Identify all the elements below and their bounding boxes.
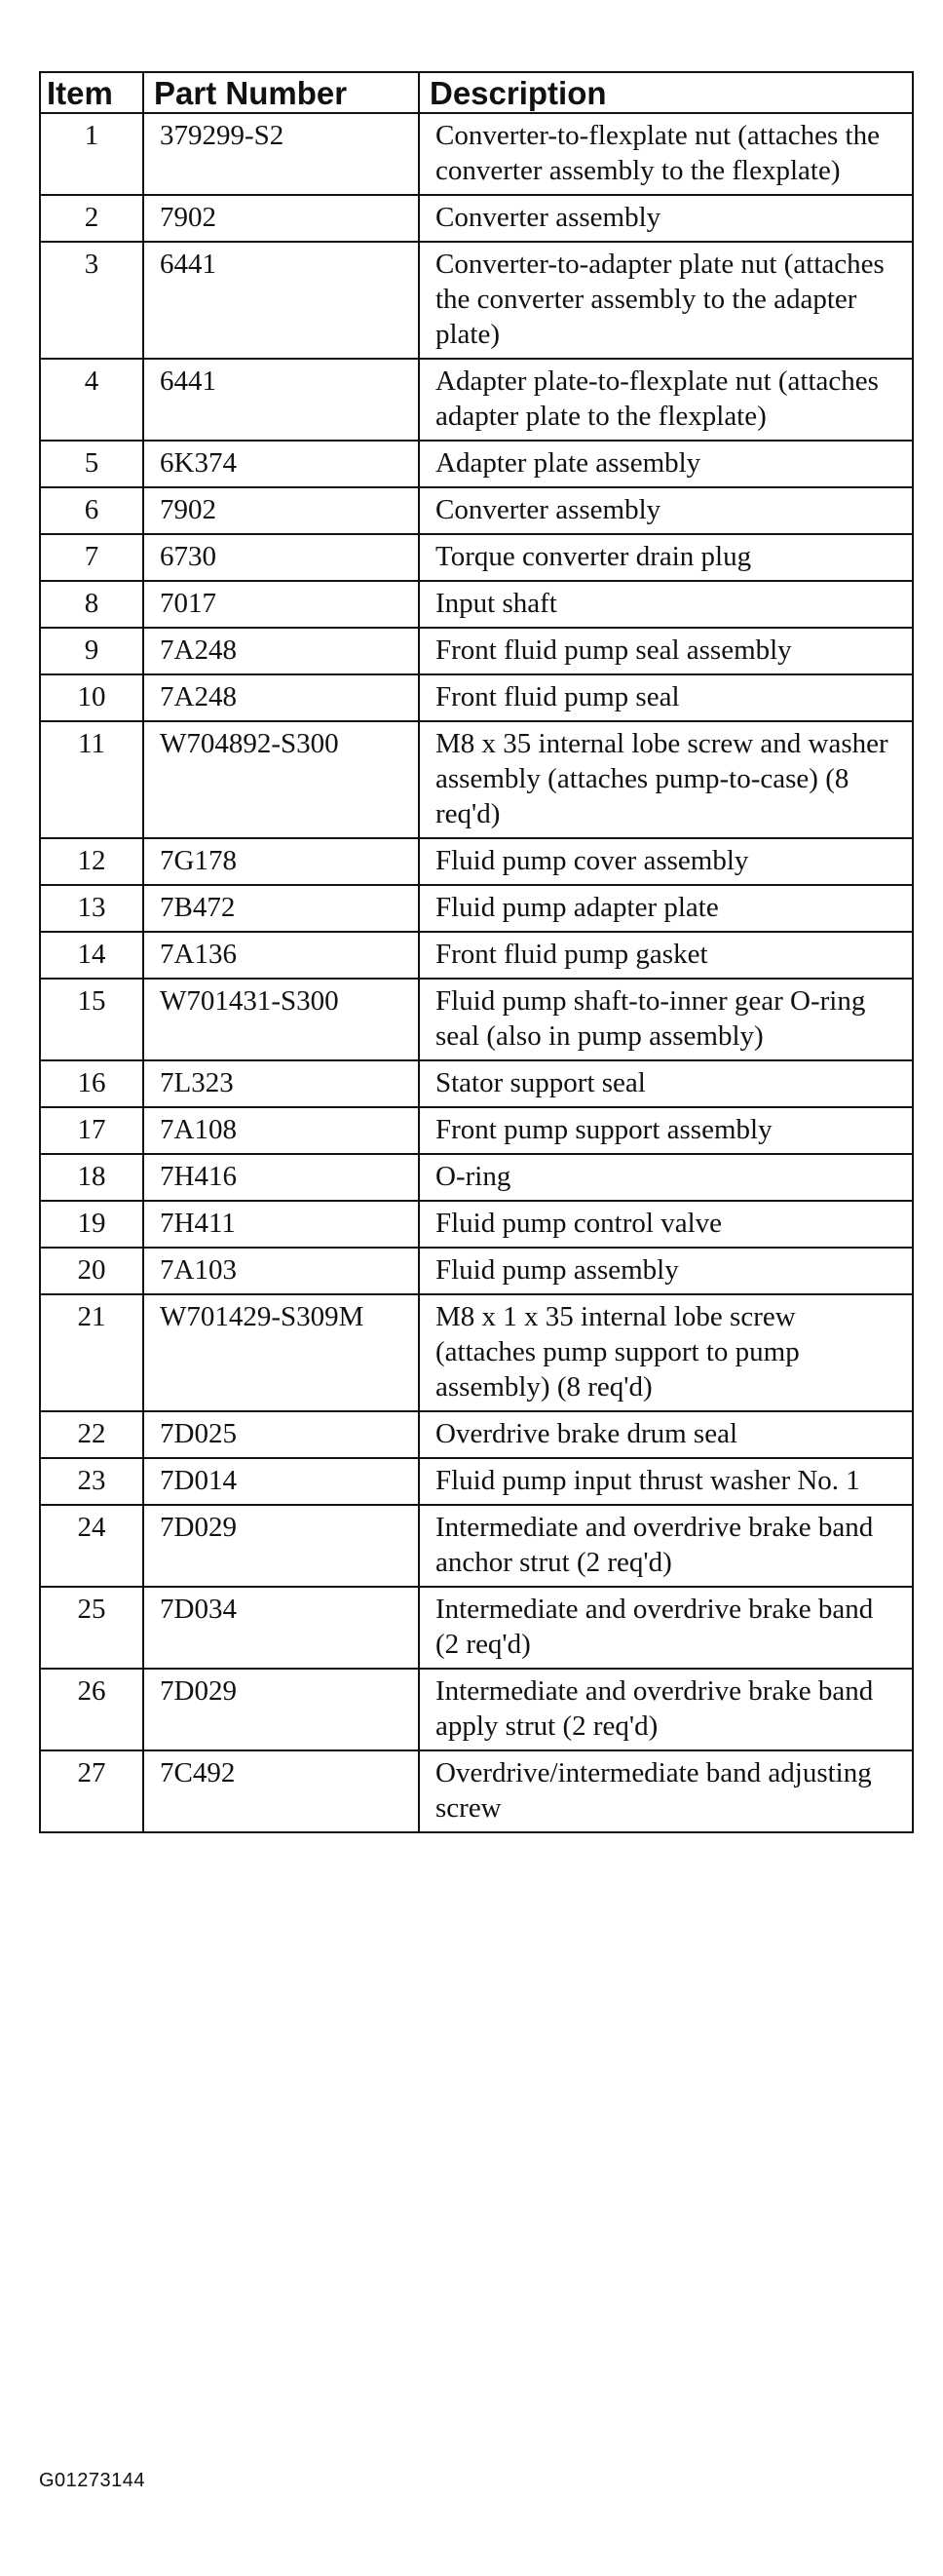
description-cell: Fluid pump input thrust washer No. 1 — [419, 1458, 913, 1505]
table-row — [40, 1669, 913, 1750]
part-number-cell: W701429-S309M — [143, 1294, 419, 1411]
part-number-cell: 7A248 — [143, 628, 419, 674]
item-number-cell: 4 — [40, 359, 143, 441]
description-cell: Converter assembly — [419, 195, 913, 242]
part-number-cell: 7A108 — [143, 1107, 419, 1154]
header-part-number: Part Number — [143, 72, 419, 113]
part-number-cell: 7A136 — [143, 932, 419, 979]
item-number-cell: 26 — [40, 1669, 143, 1750]
part-number-cell: 7C492 — [143, 1750, 419, 1832]
table-row — [40, 1154, 913, 1201]
description-cell: Torque converter drain plug — [419, 534, 913, 581]
part-number-cell: 7H411 — [143, 1201, 419, 1248]
item-number-cell: 13 — [40, 885, 143, 932]
table-row — [40, 1587, 913, 1669]
description-cell: Converter-to-flexplate nut (attaches the converter assembly to the flexplate) — [419, 113, 913, 195]
parts-table — [39, 71, 914, 1833]
item-number-cell: 11 — [40, 721, 143, 838]
item-number-cell: 20 — [40, 1248, 143, 1294]
description-cell: Front fluid pump gasket — [419, 932, 913, 979]
description-cell: Fluid pump assembly — [419, 1248, 913, 1294]
part-number-cell: 7017 — [143, 581, 419, 628]
item-number-cell: 21 — [40, 1294, 143, 1411]
description-cell: Intermediate and overdrive brake band anchor strut (2 req'd) — [419, 1505, 913, 1587]
part-number-cell: 6730 — [143, 534, 419, 581]
item-number-cell: 12 — [40, 838, 143, 885]
table-row — [40, 1201, 913, 1248]
part-number-cell: 7902 — [143, 195, 419, 242]
part-number-cell: W701431-S300 — [143, 979, 419, 1060]
table-row — [40, 487, 913, 534]
table-row — [40, 534, 913, 581]
table-row — [40, 721, 913, 838]
item-number-cell: 15 — [40, 979, 143, 1060]
item-number-cell: 25 — [40, 1587, 143, 1669]
description-cell: Stator support seal — [419, 1060, 913, 1107]
item-number-cell: 5 — [40, 441, 143, 487]
part-number-cell: 7G178 — [143, 838, 419, 885]
item-number-cell: 19 — [40, 1201, 143, 1248]
table-row — [40, 1505, 913, 1587]
description-cell: M8 x 1 x 35 internal lobe screw (attaches pump support to pump assembly) (8 req'd) — [419, 1294, 913, 1411]
table-row — [40, 932, 913, 979]
description-cell: Input shaft — [419, 581, 913, 628]
part-number-cell: W704892-S300 — [143, 721, 419, 838]
part-number-cell: 6K374 — [143, 441, 419, 487]
part-number-cell: 379299-S2 — [143, 113, 419, 195]
table-row — [40, 195, 913, 242]
description-cell: Fluid pump adapter plate — [419, 885, 913, 932]
item-number-cell: 9 — [40, 628, 143, 674]
table-row — [40, 1458, 913, 1505]
table-header-row — [40, 72, 913, 113]
item-number-cell: 16 — [40, 1060, 143, 1107]
table-row — [40, 1294, 913, 1411]
item-number-cell: 6 — [40, 487, 143, 534]
description-cell: Front fluid pump seal assembly — [419, 628, 913, 674]
description-cell: Intermediate and overdrive brake band apply strut (2 req'd) — [419, 1669, 913, 1750]
item-number-cell: 23 — [40, 1458, 143, 1505]
item-number-cell: 7 — [40, 534, 143, 581]
description-cell: Front fluid pump seal — [419, 674, 913, 721]
table-row — [40, 441, 913, 487]
description-cell: Overdrive brake drum seal — [419, 1411, 913, 1458]
item-number-cell: 1 — [40, 113, 143, 195]
header-description: Description — [419, 72, 913, 113]
description-cell: Fluid pump shaft-to-inner gear O-ring seal (also in pump assembly) — [419, 979, 913, 1060]
description-cell: Fluid pump control valve — [419, 1201, 913, 1248]
table-row — [40, 113, 913, 195]
table-row — [40, 628, 913, 674]
table-row — [40, 838, 913, 885]
part-number-cell: 6441 — [143, 359, 419, 441]
table-row — [40, 1750, 913, 1832]
part-number-cell: 6441 — [143, 242, 419, 359]
item-number-cell: 14 — [40, 932, 143, 979]
description-cell: Converter assembly — [419, 487, 913, 534]
item-number-cell: 17 — [40, 1107, 143, 1154]
part-number-cell: 7D029 — [143, 1669, 419, 1750]
table-row — [40, 979, 913, 1060]
part-number-cell: 7D025 — [143, 1411, 419, 1458]
description-cell: Fluid pump cover assembly — [419, 838, 913, 885]
item-number-cell: 18 — [40, 1154, 143, 1201]
description-cell: Overdrive/intermediate band adjusting screw — [419, 1750, 913, 1832]
table-row — [40, 674, 913, 721]
part-number-cell: 7H416 — [143, 1154, 419, 1201]
description-cell: M8 x 35 internal lobe screw and washer assembly (attaches pump-to-case) (8 req'd) — [419, 721, 913, 838]
table-row — [40, 359, 913, 441]
description-cell: Converter-to-adapter plate nut (attaches the converter assembly to the adapter plate) — [419, 242, 913, 359]
part-number-cell: 7L323 — [143, 1060, 419, 1107]
figure-code: G01273144 — [39, 2470, 146, 2491]
description-cell: Front pump support assembly — [419, 1107, 913, 1154]
table-row — [40, 242, 913, 359]
item-number-cell: 22 — [40, 1411, 143, 1458]
table-row — [40, 1248, 913, 1294]
part-number-cell: 7B472 — [143, 885, 419, 932]
part-number-cell: 7D029 — [143, 1505, 419, 1587]
part-number-cell: 7902 — [143, 487, 419, 534]
table-row — [40, 885, 913, 932]
parts-table-body — [40, 113, 913, 1832]
item-number-cell: 10 — [40, 674, 143, 721]
description-cell: Adapter plate assembly — [419, 441, 913, 487]
item-number-cell: 2 — [40, 195, 143, 242]
table-row — [40, 1060, 913, 1107]
table-row — [40, 1411, 913, 1458]
part-number-cell: 7D034 — [143, 1587, 419, 1669]
table-row — [40, 581, 913, 628]
item-number-cell: 27 — [40, 1750, 143, 1832]
description-cell: Intermediate and overdrive brake band (2 req'd) — [419, 1587, 913, 1669]
item-number-cell: 8 — [40, 581, 143, 628]
item-number-cell: 3 — [40, 242, 143, 359]
part-number-cell: 7A248 — [143, 674, 419, 721]
part-number-cell: 7A103 — [143, 1248, 419, 1294]
description-cell: Adapter plate-to-flexplate nut (attaches adapter plate to the flexplate) — [419, 359, 913, 441]
item-number-cell: 24 — [40, 1505, 143, 1587]
table-row — [40, 1107, 913, 1154]
description-cell: O-ring — [419, 1154, 913, 1201]
header-item: Item — [40, 72, 143, 113]
part-number-cell: 7D014 — [143, 1458, 419, 1505]
